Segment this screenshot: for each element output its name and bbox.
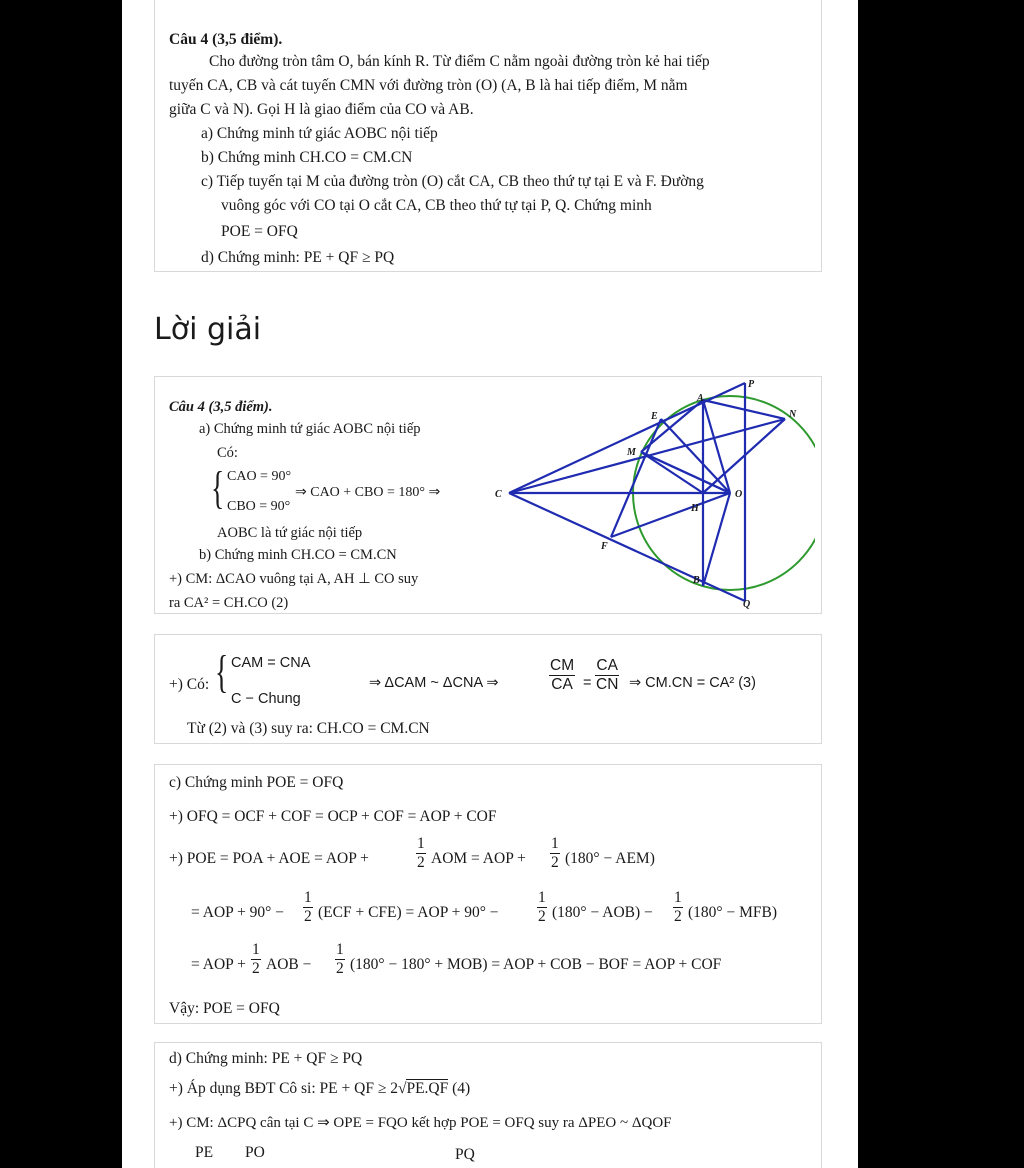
problem-part-c: vuông góc với CO tại O cắt CA, CB theo thứ tự tại P, Q. Chứng minh xyxy=(221,197,652,214)
label-b: B xyxy=(693,575,700,586)
equation: CAO = 90° xyxy=(227,469,292,484)
problem-text: Cho đường tròn tâm O, bán kính R. Từ điểm C nằm ngoài đường tròn kẻ hai tiếp xyxy=(209,53,710,70)
equation: +) CM: ΔCPQ cân tại C ⇒ OPE = FQO kết hợp POE = OFQ suy ra ΔPEO ~ ΔQOF xyxy=(169,1115,672,1131)
label-h: H xyxy=(691,503,699,514)
solution-part-c: c) Chứng minh POE = OFQ xyxy=(169,774,344,791)
segment-ob xyxy=(703,493,730,586)
equation: CAM = CNA xyxy=(231,655,311,671)
solution-text: Có: xyxy=(217,445,238,461)
solution-part-a: a) Chứng minh tứ giác AOBC nội tiếp xyxy=(199,421,421,437)
label-e: E xyxy=(651,411,658,422)
solution-text: AOBC là tứ giác nội tiếp xyxy=(217,525,363,541)
equation: (180° − 180° + MOB) = AOP + COB − BOF = AOP + COF xyxy=(350,956,722,973)
segment-mh xyxy=(641,452,703,493)
solution-text: +) Có: xyxy=(169,676,210,693)
fraction: $\frac{1}{2}$ xyxy=(674,889,682,925)
label-m: M xyxy=(627,447,636,458)
solution-heading: Lời giải xyxy=(154,312,262,347)
segment-cq xyxy=(509,493,745,601)
label-q: Q xyxy=(743,599,751,610)
fraction: $\frac{1}{2}$ xyxy=(304,889,312,925)
solution-box-4 xyxy=(154,1042,822,1168)
segment-cp xyxy=(509,383,745,493)
solution-box-2 xyxy=(154,634,822,744)
label-p: P xyxy=(748,379,755,390)
problem-text: giữa C và N). Gọi H là giao điểm của CO và AB. xyxy=(169,101,474,118)
solution-text: +) CM: ΔCAO vuông tại A, AH ⊥ CO suy xyxy=(169,571,419,587)
document-page xyxy=(122,0,858,1168)
brace-symbol: { xyxy=(215,646,229,697)
problem-part-b: b) Chứng minh CH.CO = CM.CN xyxy=(201,149,413,166)
equation: PO xyxy=(245,1144,265,1161)
equation: +) Áp dụng BĐT Cô si: PE + QF ≥ 2√PE.QF (4) xyxy=(169,1080,471,1097)
equation: AOM = AOP + xyxy=(431,850,526,867)
solution-title: Câu 4 (3,5 điểm). xyxy=(169,399,273,415)
equation: CBO = 90° xyxy=(227,499,291,514)
label-c: C xyxy=(495,489,502,500)
equation: ⇒ CAO + CBO = 180° ⇒ xyxy=(295,485,441,500)
solution-box-1 xyxy=(154,376,822,614)
brace-symbol: { xyxy=(211,462,225,513)
geometry-figure xyxy=(485,377,815,613)
problem-part-a: a) Chứng minh tứ giác AOBC nội tiếp xyxy=(201,125,438,142)
solution-text: ra CA² = CH.CO (2) xyxy=(169,595,289,611)
label-o: O xyxy=(735,489,743,500)
solution-part-b: b) Chứng minh CH.CO = CM.CN xyxy=(199,547,397,563)
equation: (180° − MFB) xyxy=(688,904,778,921)
equation: +) OFQ = OCF + COF = OCP + COF = AOP + COF xyxy=(169,808,497,825)
solution-part-d: d) Chứng minh: PE + QF ≥ PQ xyxy=(169,1050,363,1067)
fraction: $\frac{1}{2}$ xyxy=(538,889,546,925)
equation: AOB − xyxy=(266,956,312,973)
equation: (ECF + CFE) = AOP + 90° − xyxy=(318,904,499,921)
equation: +) POE = POA + AOE = AOP + xyxy=(169,850,369,867)
equation: = xyxy=(583,675,592,691)
equation: C − Chung xyxy=(231,691,301,707)
problem-box xyxy=(154,0,822,272)
fraction: $\frac{1}{2}$ xyxy=(336,941,344,977)
problem-title: Câu 4 (3,5 điểm). xyxy=(169,31,283,48)
problem-text: tuyến CA, CB và cát tuyến CMN với đường tròn (O) (A, B là hai tiếp điểm, M nằm xyxy=(169,77,688,94)
conclusion: Vậy: POE = OFQ xyxy=(169,1000,280,1017)
fraction: $\frac{1}{2}$ xyxy=(252,941,260,977)
problem-part-c: c) Tiếp tuyến tại M của đường tròn (O) cắt CA, CB theo thứ tự tại E và F. Đường xyxy=(201,173,704,190)
fraction: $\frac{1}{2}$ xyxy=(551,835,559,871)
fraction: $\frac{CA}{CN}$ xyxy=(596,657,619,693)
solution-text: Từ (2) và (3) suy ra: CH.CO = CM.CN xyxy=(187,720,430,737)
equation: PQ xyxy=(455,1146,475,1163)
equation: = AOP + xyxy=(191,956,246,973)
equation: (180° − AOB) − xyxy=(552,904,653,921)
segment-of xyxy=(611,493,730,537)
problem-part-c: POE = OFQ xyxy=(221,223,298,240)
label-a: A xyxy=(697,393,704,404)
equation: ⇒ CM.CN = CA² (3) xyxy=(629,675,756,691)
equation: ⇒ ΔCAM ~ ΔCNA ⇒ xyxy=(369,675,499,691)
sqrt-symbol: √ xyxy=(397,1080,407,1097)
label-f: F xyxy=(601,541,608,552)
problem-part-d: d) Chứng minh: PE + QF ≥ PQ xyxy=(201,249,395,266)
fraction: $\frac{1}{2}$ xyxy=(417,835,425,871)
equation: = AOP + 90° − xyxy=(191,904,284,921)
segment-mo2 xyxy=(641,452,730,493)
fraction: $\frac{CM}{CA}$ xyxy=(550,657,575,693)
equation: (180° − AEM) xyxy=(565,850,655,867)
solution-box-3 xyxy=(154,764,822,1024)
label-n: N xyxy=(789,409,797,420)
equation: PE xyxy=(195,1144,214,1161)
